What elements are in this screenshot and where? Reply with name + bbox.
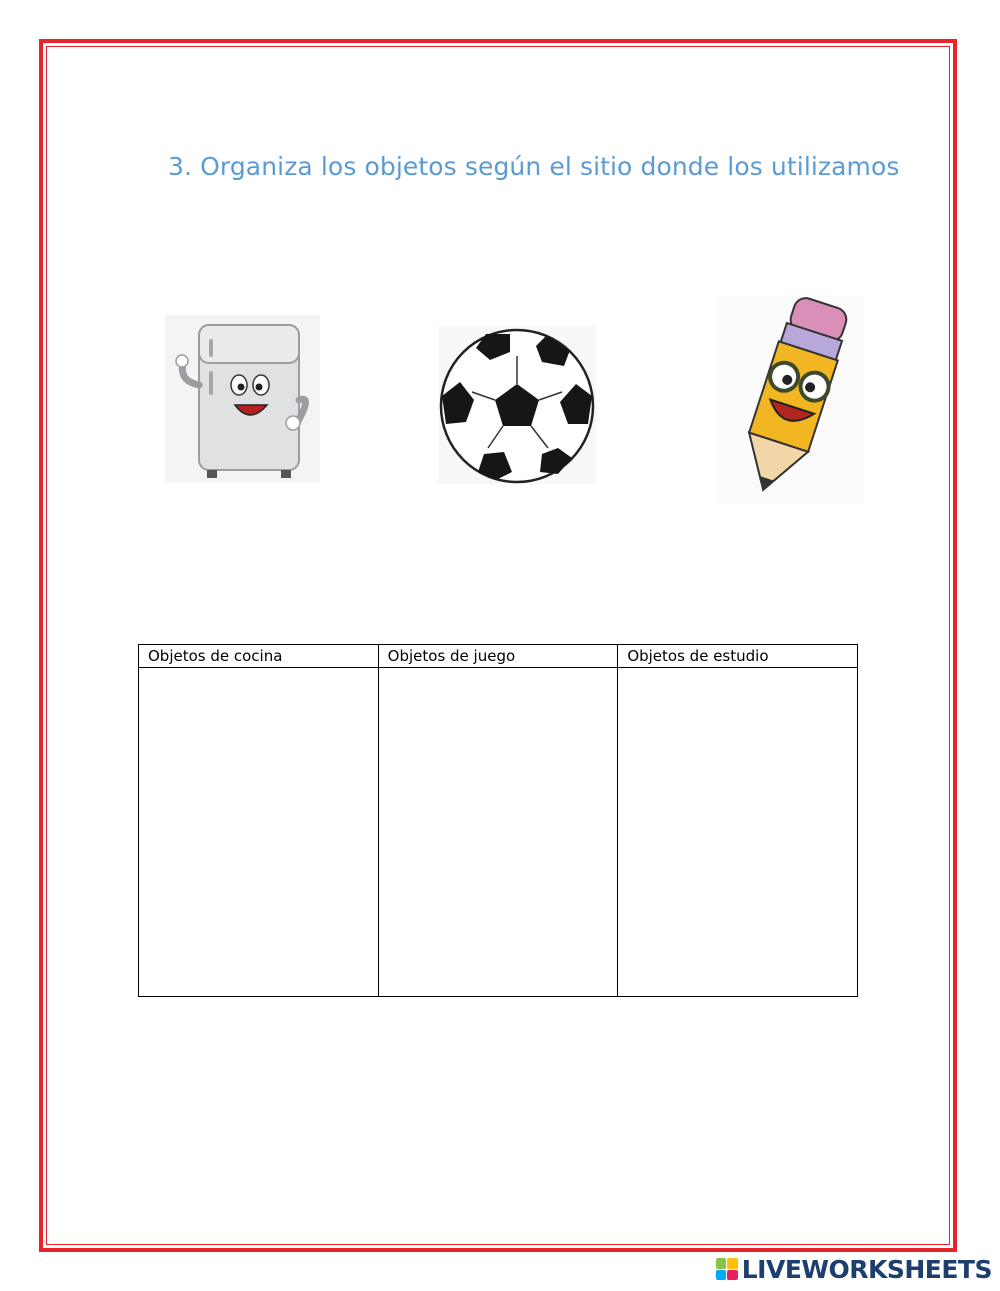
soccer-ball-icon[interactable] bbox=[438, 326, 596, 484]
pencil-icon[interactable] bbox=[715, 295, 863, 505]
liveworksheets-logo bbox=[716, 1255, 992, 1283]
column-header-juego: Objetos de juego bbox=[378, 645, 618, 668]
drop-zone-juego[interactable] bbox=[378, 668, 618, 997]
drop-zone-cocina[interactable] bbox=[139, 668, 379, 997]
exercise-title: 3. Organiza los objetos según el sitio donde los utilizamos bbox=[168, 152, 900, 181]
refrigerator-icon[interactable] bbox=[165, 315, 320, 482]
sorting-table bbox=[138, 644, 858, 997]
drop-zone-estudio[interactable] bbox=[618, 668, 858, 997]
brand-name: LIVEWORKSHEETS bbox=[741, 1254, 992, 1284]
column-header-estudio: Objetos de estudio bbox=[618, 645, 858, 668]
liveworksheets-logo-icon bbox=[716, 1258, 738, 1280]
column-header-cocina: Objetos de cocina bbox=[139, 645, 379, 668]
